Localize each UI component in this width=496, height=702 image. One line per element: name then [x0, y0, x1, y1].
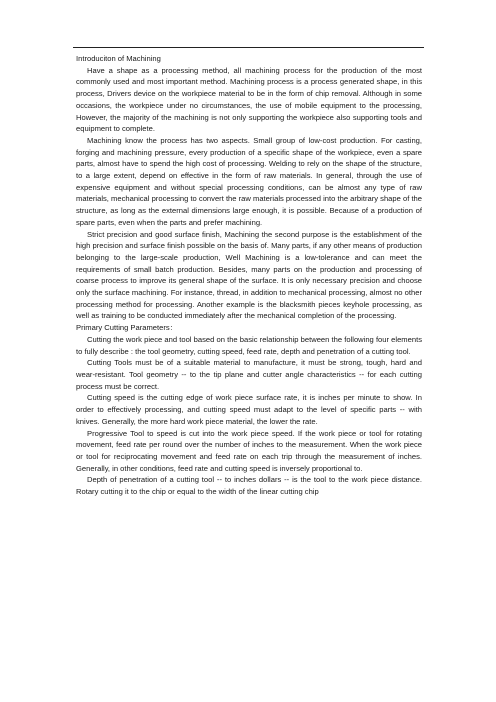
document-body — [76, 53, 422, 498]
paragraph: Cutting speed is the cutting edge of work piece surface rate, it is inches per minute to show. In order to effectively processing, and cutting speed must adapt to the level of specific parts -- with knives. Generally, the more hard work piece material, the lower the rate. — [76, 393, 422, 426]
document-title: Introduciton of Machining — [76, 54, 161, 63]
header-rule — [73, 47, 424, 48]
section-heading: Primary Cutting Parameters： — [76, 323, 178, 333]
paragraph: Depth of penetration of a cutting tool -- to inches dollars -- is the tool to the work piece distance. Rotary cutting it to the chip or equal to the width of the linear cutting chip — [76, 475, 422, 497]
paragraph: Progressive Tool to speed is cut into the work piece speed. If the work piece or tool for rotating movement, feed rate per round over the number of inches to the measurement. When the work piece or tool for reciprocating movement and feed rate on each trip through the measurement of inches. Generally, in other conditions, feed rate and cutting speed is inversely proportional to. — [76, 428, 422, 473]
paragraph: Have a shape as a processing method, all machining process for the production of the most commonly used and most important method. Machining process is a process generated shape, in this process, Drivers device on the workpiece material to be in the form of chip removal. Although in some occasions, the workpiece under no circumstances, the use of mobile equipment to the processing, However, the majority of the machining is not only supporting the workpiece also supporting tools and equipment to complete. — [76, 65, 422, 134]
paragraph: Machining know the process has two aspects. Small group of low-cost production. For casting, forging and machining pressure, every production of a specific shape of the workpiece, even a spare parts, almost have to spend the high cost of processing. Welding to rely on the shape of the structure, to a large extent, depend on effective in the form of raw materials. In general, through the use of expensive equipment and without special processing conditions, can be almost any type of raw materials, mechanical processing to convert the raw materials processed into the arbitrary shape of the structure, as long as the external dimensions large enough, it is possible. Because of a production of spare parts, even when the parts and prefer machining. — [76, 135, 422, 227]
paragraph: Cutting Tools must be of a suitable material to manufacture, it must be strong, tough, hard and wear-resistant. Tool geometry -- to the tip plane and cutter angle characteristics -- for each cutting process must be correct. — [76, 358, 422, 391]
paragraph: Cutting the work piece and tool based on the basic relationship between the following four elements to fully describe : the tool geometry, cutting speed, feed rate, depth and penetration of a cutting tool. — [76, 334, 422, 356]
paragraph: Strict precision and good surface finish, Machining the second purpose is the establishment of the high precision and surface finish possible on the basis of. Many parts, if any other means of production belonging to the large-scale production, Well Machining is a low-tolerance and can meet the requirements of small batch production. Besides, many parts on the production and processing of coarse process to improve its general shape of the surface. It is only necessary precision and choose only the surface machining. For instance, thread, in addition to mechanical processing, almost no other processing method for processing. Another example is the blacksmith pieces keyhole processing, as well as training to be conducted immediately after the mechanical completion of the processing. — [76, 229, 422, 321]
